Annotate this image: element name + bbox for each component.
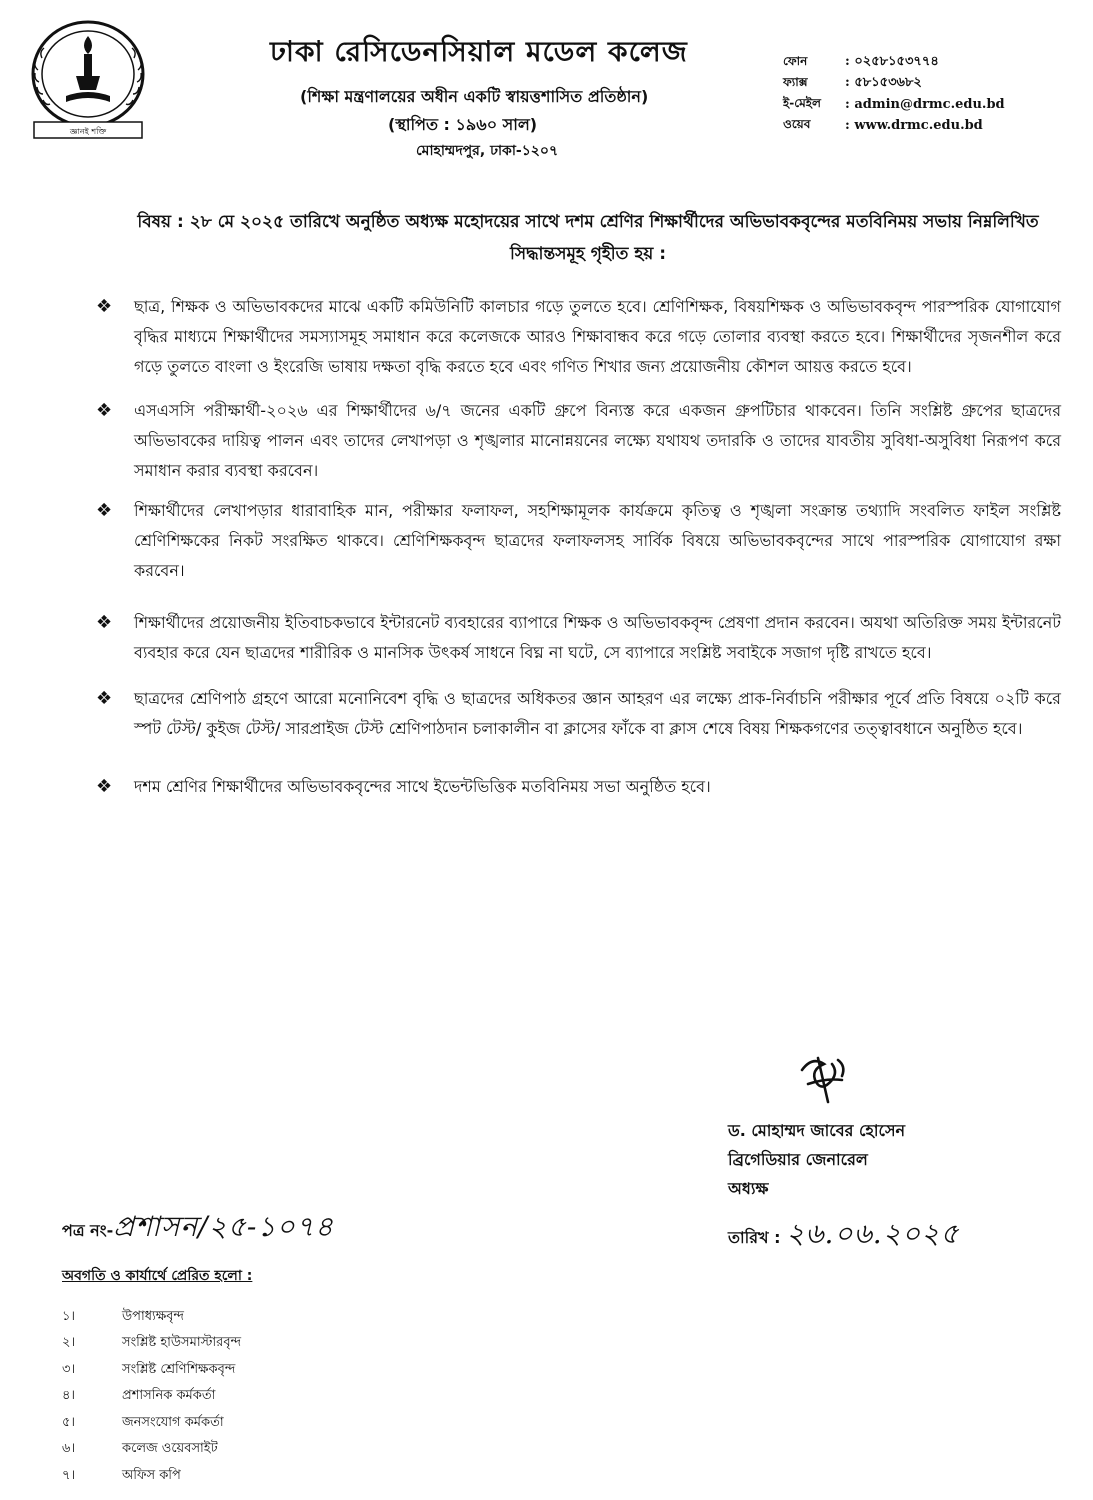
contact-label: ই-মেইল: [783, 95, 821, 110]
decision-item: [96, 608, 1061, 668]
contact-value: : admin@drmc.edu.bd: [845, 97, 1005, 112]
bullet-diamond-icon: ❖: [96, 688, 113, 709]
decision-text: ছাত্রদের শ্রেণিপাঠ গ্রহণে আরো মনোনিবেশ বৃদ্ধি ও ছাত্রদের অধিকতর জ্ঞান আহরণ এর লক্ষ্যে প্রাক-নির্বাচনি পরীক্ষার পূর্বে প্রতি বিষয়ে ০২টি করে স্পট টেস্ট/ কুইজ টেস্ট/ সারপ্রাইজ টেস্ট শ্রেণিপাঠদান চলাকালীন বা ক্লাসের ফাঁকে বা ক্লাস শেষে বিষয় শিক্ষকগণের তত্ত্বাবধানে অনুষ্ঠিত হবে।: [134, 689, 1061, 738]
recipient-number: ২।: [62, 1335, 76, 1351]
decision-item: [96, 396, 1061, 486]
decision-list: [96, 292, 1061, 802]
bullet-diamond-icon: ❖: [96, 296, 113, 317]
recipient-number: ৬।: [62, 1441, 76, 1457]
recipient-name: উপাধ্যক্ষবৃন্দ: [122, 1308, 184, 1324]
decision-text: শিক্ষার্থীদের প্রয়োজনীয় ইতিবাচকভাবে ইন্টারনেট ব্যবহারের ব্যাপারে শিক্ষক ও অভিভাবকবৃন্দ প্রেষণা প্রদান করবেন। অযথা অতিরিক্ত সময় ইন্টারনেট ব্যবহার করে যেন ছাত্রদের শারীরিক ও মানসিক উৎকর্ষ সাধনে বিঘ্ন না ঘটে, সে ব্যাপারে সংশ্লিষ্ট সবাইকে সজাগ দৃষ্টি রাখতে হবে।: [134, 613, 1061, 662]
list-item: [62, 1384, 462, 1411]
contact-phone: [783, 52, 1083, 73]
list-item: [62, 1357, 462, 1384]
forwarding-heading: অবগতি ও কার্যার্থে প্রেরিত হলো :: [62, 1268, 253, 1284]
date-label: তারিখ :: [728, 1228, 781, 1247]
decision-item: [96, 684, 1061, 744]
reference-label: পত্র নং-: [62, 1221, 114, 1240]
decision-item: [96, 496, 1061, 586]
recipient-name: জনসংযোগ কর্মকর্তা: [122, 1414, 224, 1430]
decision-text: শিক্ষার্থীদের লেখাপড়ার ধারাবাহিক মান, পরীক্ষার ফলাফল, সহশিক্ষামূলক কার্যক্রমে কৃতিত্ব ও শৃঙ্খলা সংক্রান্ত তথ্যাদি সংবলিত ফাইল সংশ্লিষ্ট শ্রেণিশিক্ষকের নিকট সংরক্ষিত থাকবে। শ্রেণিশিক্ষকবৃন্দ ছাত্রদের ফলাফলসহ সার্বিক বিষয়ে অভিভাবকবৃন্দের সাথে পারস্পরিক যোগাযোগ রক্ষা করবেন।: [134, 501, 1061, 580]
reference-number: [62, 1205, 334, 1252]
college-logo: [18, 18, 158, 144]
bullet-diamond-icon: ❖: [96, 500, 113, 521]
contact-value: : ৫৮১৫৩৬৮২: [845, 75, 922, 90]
list-item: [62, 1304, 462, 1331]
date-value: ২৬.০৬.২০২৫: [786, 1217, 960, 1250]
decision-item: [96, 772, 1061, 802]
college-name: ঢাকা রেসিডেনসিয়াল মডেল কলেজ: [270, 35, 688, 68]
list-item: [62, 1463, 462, 1490]
recipient-number: ৩।: [62, 1361, 76, 1377]
decision-item: [96, 292, 1061, 382]
contact-info: [783, 52, 1083, 136]
college-subtitle: (শিক্ষা মন্ত্রণালয়ের অধীন একটি স্বায়ত্তশাসিত প্রতিষ্ঠান): [300, 87, 649, 106]
contact-web: [783, 115, 1083, 136]
college-address: মোহাম্মদপুর, ঢাকা-১২০৭: [416, 143, 559, 159]
decision-text: দশম শ্রেণির শিক্ষার্থীদের অভিভাবকবৃন্দের সাথে ইভেন্টভিত্তিক মতবিনিময় সভা অনুষ্ঠিত হবে।: [134, 777, 711, 796]
bullet-diamond-icon: ❖: [96, 776, 113, 797]
recipient-name: সংশ্লিষ্ট হাউসমাস্টারবৃন্দ: [122, 1335, 242, 1351]
contact-label: ওয়েব: [783, 116, 811, 131]
contact-value: : ০২৫৮১৫৩৭৭৪: [845, 54, 939, 69]
recipient-number: ৪।: [62, 1388, 76, 1404]
contact-label: ফোন: [783, 53, 808, 68]
signatory-designation: অধ্যক্ষ: [728, 1179, 769, 1198]
reference-value: প্রশাসন/২৫-১০৭৪: [113, 1210, 335, 1243]
established-year: (স্থাপিত : ১৯৬০ সাল): [388, 115, 538, 134]
signatory-rank: ব্রিগেডিয়ার জেনারেল: [728, 1150, 868, 1169]
contact-email: [783, 94, 1083, 115]
recipient-number: ৫।: [62, 1414, 76, 1430]
decision-text: এসএসসি পরীক্ষার্থী-২০২৬ এর শিক্ষার্থীদের ৬/৭ জনের একটি গ্রুপে বিন্যস্ত করে একজন গ্রুপটিচার থাকবেন। তিনি সংশ্লিষ্ট গ্রুপের ছাত্রদের অভিভাবকের দায়িত্ব পালন এবং তাদের লেখাপড়া ও শৃঙ্খলার মানোন্নয়নের লক্ষ্যে যথাযথ তদারকি ও তাদের যাবতীয় সুবিধা-অসুবিধা নিরূপণ করে সমাধান করার ব্যবস্থা করবেন।: [134, 401, 1061, 480]
signatory-name: ড. মোহাম্মদ জাবের হোসেন: [728, 1121, 906, 1140]
contact-value: : www.drmc.edu.bd: [845, 118, 983, 133]
recipient-number: ১।: [62, 1308, 76, 1324]
list-item: [62, 1410, 462, 1437]
list-item: [62, 1437, 462, 1464]
signatory-block: [728, 1116, 1068, 1203]
recipient-list: [62, 1304, 462, 1490]
list-item: [62, 1331, 462, 1358]
recipient-name: অফিস কপি: [122, 1467, 181, 1483]
bullet-diamond-icon: ❖: [96, 400, 113, 421]
recipient-name: সংশ্লিষ্ট শ্রেণিশিক্ষকবৃন্দ: [122, 1361, 236, 1377]
notice-subject: বিষয় : ২৮ মে ২০২৫ তারিখে অনুষ্ঠিত অধ্যক্ষ মহোদয়ের সাথে দশম শ্রেণির শিক্ষার্থীদের অভিভাবকবৃন্দের মতবিনিময় সভায় নিম্নলিখিত সিদ্ধান্তসমূহ গৃহীত হয় :: [137, 212, 1039, 264]
bullet-diamond-icon: ❖: [96, 612, 113, 633]
contact-fax: [783, 73, 1083, 94]
notice-date: [728, 1212, 960, 1259]
contact-label: ফ্যাক্স: [783, 74, 808, 89]
decision-text: ছাত্র, শিক্ষক ও অভিভাবকদের মাঝে একটি কমিউনিটি কালচার গড়ে তুলতে হবে। শ্রেণিশিক্ষক, বিষয়শিক্ষক ও অভিভাবকবৃন্দ পারস্পরিক যোগাযোগ বৃদ্ধির মাধ্যমে শিক্ষার্থীদের সমস্যাসমূহ সমাধান করে কলেজকে আরও শিক্ষাবান্ধব করে গড়ে তোলার ব্যবস্থা করতে হবে। শিক্ষার্থীদের সৃজনশীল করে গড়ে তুলতে বাংলা ও ইংরেজি ভাষায় দক্ষতা বৃদ্ধি করতে হবে এবং গণিত শিখার জন্য প্রয়োজনীয় কৌশল আয়ত্ত করতে হবে।: [134, 297, 1061, 376]
logo-motto: জ্ঞানই শক্তি: [69, 127, 107, 136]
signature-mark: [788, 1050, 858, 1108]
recipient-name: কলেজ ওয়েবসাইট: [122, 1441, 218, 1457]
recipient-name: প্রশাসনিক কর্মকর্তা: [122, 1388, 216, 1404]
recipient-number: ৭।: [62, 1467, 76, 1483]
